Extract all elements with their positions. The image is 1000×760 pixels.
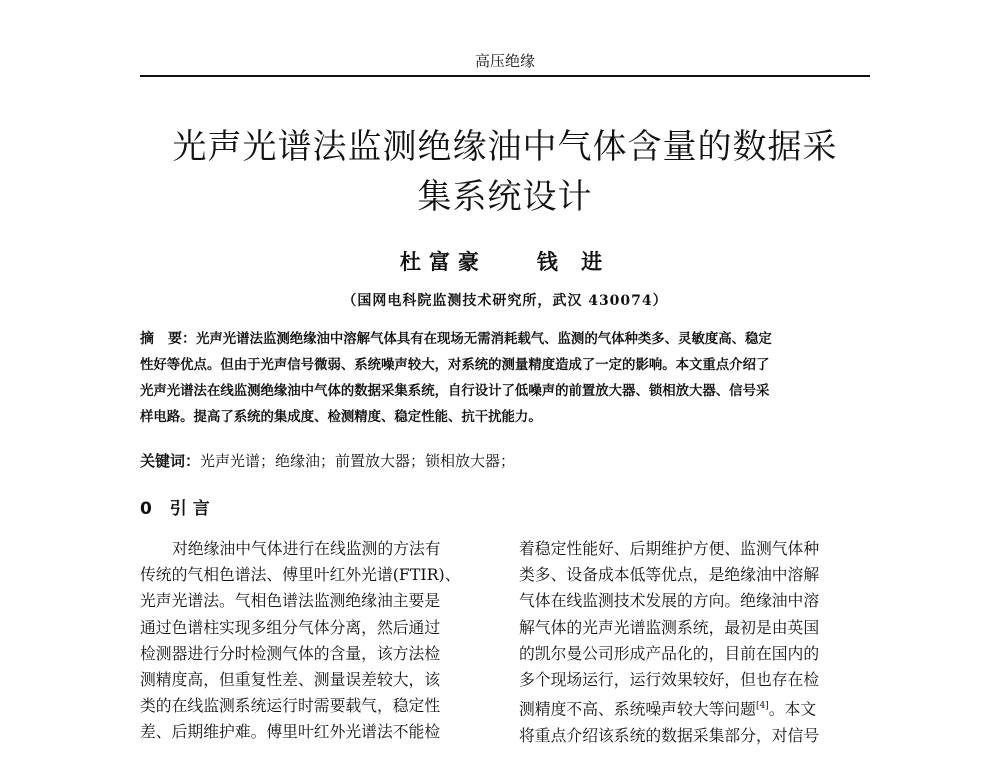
keywords-text: 光声光谱；绝缘油；前置放大器；锁相放大器； — [200, 452, 516, 470]
author-1: 杜富豪 — [399, 249, 487, 274]
abstract-label: 摘 要： — [140, 331, 196, 347]
body-right-column — [519, 536, 867, 749]
authors — [140, 246, 870, 276]
abstract — [140, 326, 870, 431]
title-line-2: 集系统设计 — [417, 177, 593, 217]
keywords — [140, 450, 870, 471]
body-line: 差、后期维护难。傅里叶红外光谱法不能检 — [140, 722, 441, 742]
body-line-tail: 。本文 — [768, 699, 817, 719]
header-rule — [140, 75, 870, 77]
journal-section-header: 高压绝缘 — [474, 52, 535, 70]
paper-title — [100, 122, 910, 222]
body-line — [519, 693, 867, 722]
body-line: 类多、设备成本低等优点，是绝缘油中溶解 — [519, 565, 820, 585]
abstract-line-2: 性好等优点。但由于光声信号微弱、系统噪声较大，对系统的测量精度造成了一定的影响。本文重点介绍了 — [140, 358, 770, 373]
abstract-line-4: 样电路。提高了系统的集成度、检测精度、稳定性能、抗干扰能力。 — [140, 410, 542, 425]
body-line-text: 测精度不高、系统噪声较大等问题 — [519, 699, 756, 719]
body-line: 测精度高，但重复性差、测量误差较大，该 — [140, 670, 441, 690]
body-line: 对绝缘油中气体进行在线监测的方法有 — [172, 539, 441, 558]
body-left-column — [140, 536, 488, 746]
body-line: 通过色谱柱实现多组分气体分离，然后通过 — [140, 617, 441, 637]
abstract-line-3: 光声光谱法在线监测绝缘油中气体的数据采集系统，自行设计了低噪声的前置放大器、锁相放大器、信号采 — [140, 384, 770, 399]
abstract-text-1: 光声光谱法监测绝缘油中溶解气体具有在现场无需消耗载气、监测的气体种类多、灵敏度高、稳定 — [196, 332, 772, 347]
title-line-1: 光声光谱法监测绝缘油中气体含量的数据采 — [172, 127, 838, 167]
body-line: 类的在线监测系统运行时需要载气，稳定性 — [140, 696, 441, 716]
body-line: 检测器进行分时检测气体的含量，该方法检 — [140, 643, 441, 663]
body-line: 着稳定性能好、后期维护方便、监测气体种 — [519, 539, 820, 558]
affiliation: （国网电科院监测技术研究所，武汉 430074） — [342, 293, 668, 309]
citation-reference: [4] — [755, 701, 769, 712]
body-line: 气体在线监测技术发展的方向。绝缘油中溶 — [519, 591, 820, 611]
keywords-label: 关键词： — [140, 452, 201, 470]
body-line: 将重点介绍该系统的数据采集部分，对信号 — [519, 725, 820, 745]
body-line: 多个现场运行，运行效果较好，但也存在检 — [519, 670, 820, 690]
section-heading-introduction: 0 引言 — [140, 499, 216, 519]
author-2: 钱 进 — [536, 249, 611, 274]
abstract-line-1 — [140, 326, 870, 353]
body-line: 传统的气相色谱法、傅里叶红外光谱(FTIR)、 — [140, 565, 461, 585]
body-line: 解气体的光声光谱监测系统，最初是由英国 — [519, 617, 820, 637]
body-line: 光声光谱法。气相色谱法监测绝缘油主要是 — [140, 591, 441, 611]
body-line: 的凯尔曼公司形成产品化的，目前在国内的 — [519, 643, 820, 663]
